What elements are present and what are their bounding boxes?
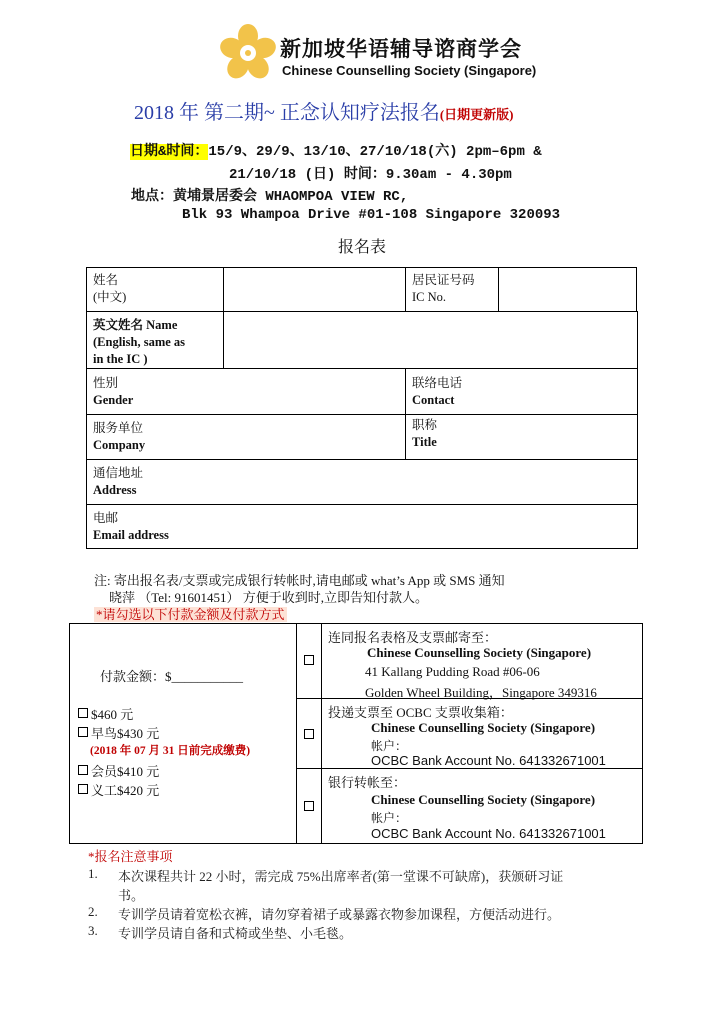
gender-sub: Gender xyxy=(93,393,134,407)
option-volunteer-label: 义工$420 元 xyxy=(91,783,160,798)
transfer-account: OCBC Bank Account No. 641332671001 xyxy=(371,826,606,841)
amount-cell xyxy=(69,623,297,844)
remark-num: 2. xyxy=(88,904,98,919)
dropbox-method-checkbox[interactable] xyxy=(304,729,314,739)
ic-label-cell xyxy=(405,267,499,312)
form-heading: 报名表 xyxy=(337,239,386,256)
venue-line2: Blk 93 Whampoa Drive #01-108 Singapore 320093 xyxy=(182,207,561,223)
remarks-heading: *报名注意事项 xyxy=(88,849,173,864)
dropbox-method-cell xyxy=(296,698,322,769)
mail-addr2: Golden Wheel Building，Singapore 349316 xyxy=(365,685,597,700)
remark-item-1 xyxy=(88,866,98,882)
title-text: 2018 年 第二期~ 正念认知疗法报名 xyxy=(134,102,440,124)
dropbox-account-label: 帐户： xyxy=(371,739,408,753)
name-cn-sub: (中文) xyxy=(93,290,127,304)
dropbox-org: Chinese Counselling Society (Singapore) xyxy=(371,720,596,735)
address-sub: Address xyxy=(93,483,137,497)
dates-line2: 21/10/18 (日) 时间：9.30am - 4.30pm xyxy=(229,167,512,183)
title-note: (日期更新版) xyxy=(439,107,514,122)
mail-addr1: 41 Kallang Pudding Road #06-06 xyxy=(365,664,540,679)
gender-field[interactable] xyxy=(86,368,406,415)
name-en-label-cell xyxy=(86,311,224,369)
venue-line1: 地点：黄埔景居委会 WHAOMPOA VIEW RC, xyxy=(131,189,409,205)
note-line1: 注: 寄出报名表/支票或完成银行转帐时,请电邮或 what’s App 或 SMS 通知 xyxy=(94,573,505,588)
transfer-method-desc xyxy=(321,768,643,844)
title-field[interactable] xyxy=(405,414,638,460)
ic-sub: IC No. xyxy=(412,290,447,304)
remark-text-cont: 书。 xyxy=(118,888,145,903)
title-label: 职称 xyxy=(412,418,438,432)
address-field[interactable] xyxy=(86,459,638,505)
name-en-sub2: in the IC ) xyxy=(93,352,148,366)
company-label: 服务单位 xyxy=(93,421,144,435)
remark-text: 本次课程共计 22 小时，需完成 75%出席率者(第一堂课不可缺席)，获颁研习证 xyxy=(118,869,564,884)
option-volunteer-checkbox[interactable] xyxy=(78,784,88,794)
org-name-en: Chinese Counselling Society (Singapore) xyxy=(282,63,537,78)
payment-prompt: *请勾选以下付款金额及付款方式 xyxy=(96,607,285,622)
remark-item-3 xyxy=(88,923,98,939)
name-cn-label: 姓名 xyxy=(93,273,119,287)
name-en-sub1: (English, same as xyxy=(93,335,186,349)
remark-num: 3. xyxy=(88,923,98,938)
early-bird-note: (2018 年 07 月 31 日前完成缴费) xyxy=(90,745,251,757)
address-label: 通信地址 xyxy=(93,466,144,480)
name-cn-field[interactable] xyxy=(223,267,406,312)
ic-field[interactable] xyxy=(498,267,637,312)
remark-text-2: 专训学员请着宽松衣裤，请勿穿着裙子或暴露衣物参加课程，方便活动进行。 xyxy=(118,907,561,922)
option-early-bird-label: 早鸟$430 元 xyxy=(91,726,160,741)
dropbox-account: OCBC Bank Account No. 641332671001 xyxy=(371,753,606,768)
mail-title: 连同报名表格及支票邮寄至： xyxy=(328,630,498,645)
company-sub: Company xyxy=(93,438,146,452)
option-460-checkbox[interactable] xyxy=(78,708,88,718)
name-en-field[interactable] xyxy=(223,311,638,369)
ic-label: 居民证号码 xyxy=(412,273,475,287)
dates-line1: 15/9、29/9、13/10、27/10/18(六) 2pm–6pm & xyxy=(208,144,542,160)
date-label: 日期&时间： xyxy=(130,144,209,160)
gender-label: 性别 xyxy=(93,376,119,390)
mail-method-desc xyxy=(321,623,643,699)
contact-label: 联络电话 xyxy=(412,376,463,390)
remark-num: 1. xyxy=(88,866,98,881)
email-field[interactable] xyxy=(86,504,638,549)
option-460-label: $460 元 xyxy=(91,707,134,722)
mail-org: Chinese Counselling Society (Singapore) xyxy=(367,645,592,660)
transfer-method-checkbox[interactable] xyxy=(304,801,314,811)
option-early-bird-checkbox[interactable] xyxy=(78,727,88,737)
dropbox-method-desc xyxy=(321,698,643,769)
option-member-checkbox[interactable] xyxy=(78,765,88,775)
contact-sub: Contact xyxy=(412,393,455,407)
email-sub: Email address xyxy=(93,528,169,542)
transfer-org: Chinese Counselling Society (Singapore) xyxy=(371,792,596,807)
company-field[interactable] xyxy=(86,414,406,460)
remark-text-1 xyxy=(118,866,638,904)
org-name-cn: 新加坡华语辅导谘商学会 xyxy=(280,38,522,61)
mail-method-cell xyxy=(296,623,322,699)
option-member-label: 会员$410 元 xyxy=(91,764,160,779)
remark-text-3: 专训学员请自备和式椅或坐垫、小毛毯。 xyxy=(118,926,353,941)
remark-item-2 xyxy=(88,904,98,920)
contact-field[interactable] xyxy=(405,368,638,415)
title-sub: Title xyxy=(412,435,437,449)
event-dates-line1 xyxy=(130,140,542,160)
transfer-title: 银行转帐至： xyxy=(328,775,407,790)
transfer-account-label: 帐户： xyxy=(371,811,408,825)
page-title xyxy=(134,96,514,125)
dropbox-title: 投递支票至 OCBC 支票收集箱： xyxy=(328,705,513,720)
name-en-label: 英文姓名 Name xyxy=(93,318,178,332)
transfer-method-cell xyxy=(296,768,322,844)
note-line2: 晓萍 （Tel: 91601451） 方便于收到时,立即告知付款人。 xyxy=(109,590,429,605)
mail-method-checkbox[interactable] xyxy=(304,655,314,665)
amount-label: 付款金额：$___________ xyxy=(100,669,244,684)
name-cn-label-cell xyxy=(86,267,224,312)
email-label: 电邮 xyxy=(93,511,119,525)
logo-flower xyxy=(218,22,278,82)
